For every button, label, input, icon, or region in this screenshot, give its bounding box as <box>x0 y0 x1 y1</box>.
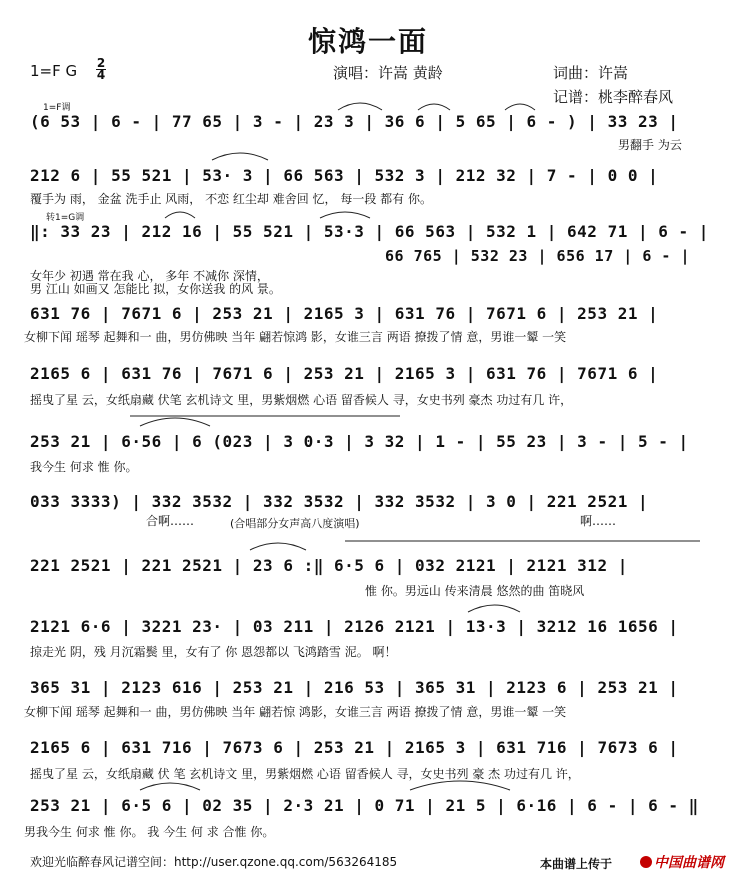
score-row-8: 221 2521 | 221 2521 | 23 6 :‖ 6·5 6 | 032 2121 | 2121 312 | <box>30 556 628 575</box>
key-annotation: 1=F调 <box>43 103 71 113</box>
time-signature-bottom: 4 <box>96 68 106 82</box>
slur-mark <box>212 153 268 160</box>
lyrics-row-9: 掠走光 阴，残 月沉霜鬓 里，女有了 你 恩怨都以 飞鸿踏雪 泥。 啊！ <box>30 645 397 659</box>
slur-mark <box>320 212 370 218</box>
score-row-5: 2165 6 | 631 76 | 7671 6 | 253 21 | 2165 3 | 631 76 | 7671 6 | <box>30 364 659 383</box>
slur-mark <box>338 103 382 110</box>
lyrics-row-8: 惟 你。男远山 传来清晨 悠然的曲 笛晓风 <box>365 584 585 598</box>
footer-text: 欢迎光临醉春风记谱空间：http://user.qzone.qq.com/563264185 <box>30 855 398 869</box>
lyrics-row-3a: 女年少 初遇 常在我 心， 多年 不减你 深情， <box>30 269 269 283</box>
slur-mark <box>140 418 210 426</box>
transcriber-credit: 记谱：桃李醉春风 <box>553 88 674 106</box>
lyrics-row-6: 我今生 何求 惟 你。 <box>30 460 138 474</box>
slur-mark <box>140 783 200 790</box>
lyrics-music-credit: 词曲：许嵩 <box>553 64 629 82</box>
key-change-annotation: 转1=G调 <box>46 213 85 223</box>
lyrics-row-2: 覆手为 雨， 金盆 洗手止 风雨， 不恋 红尘却 难舍回 忆， 每一段 都有 你。 <box>30 192 432 206</box>
page-title: 惊鸿一面 <box>307 25 428 58</box>
lyrics-row-7-end: 啊…… <box>580 514 617 528</box>
logo-icon <box>640 856 652 868</box>
slur-mark <box>505 104 535 110</box>
lyrics-row-3b: 男 江山 如画又 怎能比 拟，女你送我 的风 景。 <box>30 282 281 296</box>
slur-mark <box>165 212 195 218</box>
key-signature: 1=F G <box>30 62 78 80</box>
score-row-12: 253 21 | 6·5 6 | 02 35 | 2·3 21 | 0 71 | 21 5 | 6·16 | 6 - | 6 - ‖ <box>30 796 699 815</box>
slur-mark <box>410 781 510 790</box>
time-signature-top: 2 <box>96 56 106 70</box>
score-row-3-sub: 66 765 | 532 23 | 656 17 | 6 - | <box>385 247 690 265</box>
slur-mark <box>468 605 520 612</box>
chorus-note: (合唱部分女声高八度演唱) <box>230 517 360 530</box>
site-logo <box>640 852 724 872</box>
score-row-3: ‖: 33 23 | 212 16 | 55 521 | 53·3 | 66 563 | 532 1 | 642 71 | 6 - | <box>30 222 709 241</box>
score-row-6: 253 21 | 6·56 | 6 (023 | 3 0·3 | 3 32 | 1 - | 55 23 | 3 - | 5 - | <box>30 432 689 451</box>
upload-label: 本曲谱上传于 <box>540 857 613 871</box>
score-row-7: 033 3333) | 332 3532 | 332 3532 | 332 3532 | 3 0 | 221 2521 | <box>30 492 649 511</box>
lyrics-row-11: 摇曳了星 云，女纸扇藏 伏 笔 玄机诗文 里，男紫烟燃 心语 留香候人 寻，女史书列 豪 杰 功过有几 许， <box>30 767 580 781</box>
score-row-10: 365 31 | 2123 616 | 253 21 | 216 53 | 365 31 | 2123 6 | 253 21 | <box>30 678 679 697</box>
score-row-1: (6 53 | 6 - | 77 65 | 3 - | 23 3 | 36 6 | 5 65 | 6 - ) | 33 23 | <box>30 112 679 131</box>
slur-mark <box>250 543 306 550</box>
score-row-4: 631 76 | 7671 6 | 253 21 | 2165 3 | 631 76 | 7671 6 | 253 21 | <box>30 304 659 323</box>
logo-text: 中国曲谱网 <box>654 855 724 871</box>
score-row-2: 212 6 | 55 521 | 53· 3 | 66 563 | 532 3 | 212 32 | 7 - | 0 0 | <box>30 166 659 185</box>
lyrics-row-10: 女柳下闻 瑶琴 起舞和一 曲，男仿佛映 当年 翩若惊 鸿影，女谁三言 两语 撩拨了情 意，男谁一颦 一笑 <box>24 705 567 719</box>
score-row-11: 2165 6 | 631 716 | 7673 6 | 253 21 | 2165 3 | 631 716 | 7673 6 | <box>30 738 679 757</box>
singers: 演唱：许嵩 黄龄 <box>333 64 443 82</box>
lyrics-row-1: 男翻手 为云 <box>618 138 682 152</box>
lyrics-row-4: 女柳下闻 瑶琴 起舞和一 曲，男仿佛映 当年 翩若惊鸿 影，女谁三言 两语 撩拨了情 意，男谁一颦 一笑 <box>24 330 567 344</box>
slur-mark <box>418 104 450 110</box>
lyrics-row-5: 摇曳了星 云，女纸扇藏 伏笔 玄机诗文 里，男紫烟燃 心语 留香候人 寻，女史书列 豪杰 功过有几 许， <box>30 393 573 407</box>
lyrics-row-12: 男我今生 何求 惟 你。 我 今生 何 求 合惟 你。 <box>24 825 275 839</box>
lyrics-row-7: 合啊…… <box>146 514 195 528</box>
score-row-9: 2121 6·6 | 3221 23· | 03 211 | 2126 2121 | 13·3 | 3212 16 1656 | <box>30 617 679 636</box>
